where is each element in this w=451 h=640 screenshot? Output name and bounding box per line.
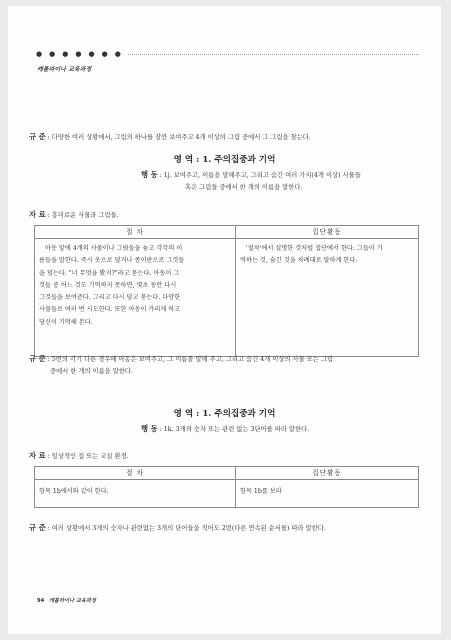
- behavior-label: 행 동: [141, 424, 158, 433]
- section1-behavior-line-1: 1j. 보여주고, 이름을 말해주고, 그리고 숨긴 여러 가지(4개 이상) 사물들: [163, 172, 361, 179]
- group-activity-line: '절차'에서 설명한 것처럼 집단에서 한다. 그들이 기: [246, 245, 383, 252]
- material-label: 자 료: [29, 451, 46, 460]
- procedure-text: 항목 1b에서와 같이 한다.: [39, 488, 109, 495]
- procedure-header: 절 차: [35, 226, 236, 239]
- section1-behavior: 행 동 : 1j. 보여주고, 이름을 말해주고, 그리고 숨긴 여러 가지(4개 이상) 사물들: [141, 170, 361, 179]
- footer-title: 캐롤라이나 교육과정: [49, 598, 96, 604]
- document-page: [8, 6, 441, 634]
- material-label: 자 료: [29, 210, 46, 219]
- page-footer: [37, 597, 96, 604]
- procedure-line: 름들을 말한다. 즉시 옷으로 덮거나 종이판으로 그것들: [39, 257, 185, 265]
- procedure-line: 사물들로 여러 번 시도한다. 또한 아동이 가리게 하고: [39, 306, 181, 314]
- section2-goal: 규 준 : 여러 상황에서 3개의 숫자나 관련없는 3개의 단어들을 적어도 2번(다른 연속된 순서를) 따라 말한다.: [29, 523, 326, 532]
- goal-label: 규 준: [29, 132, 46, 141]
- group-activity-cell: [236, 480, 419, 508]
- section1-activity-table: [34, 225, 419, 357]
- section2-activity-table: [34, 466, 419, 508]
- header-dots: ● ● ● ● ● ● ●: [36, 50, 124, 58]
- procedure-line: 을 덮는다. "너 무엇을 봤지?"라고 묻는다. 아동이 그: [39, 269, 180, 277]
- procedure-cell: [35, 480, 236, 508]
- top-goal-text: 다양한 여러 상황에서, 그림의 하나를 잠깐 보여주고 4개 이상의 그림 중에서 그 그림을 찾는다.: [51, 134, 311, 141]
- header-rule: [128, 54, 419, 55]
- procedure-line: 것들 중 어느 것도 기억하지 못하면, 몇초 동안 다시: [39, 281, 177, 289]
- section2-material-text: 일상적인 집 또는 교실 환경.: [51, 453, 129, 460]
- group-activity-header: 집단활동: [236, 226, 419, 239]
- section1-material: 자 료 : 흥미로운 사물과 그림들.: [29, 210, 119, 219]
- section1-goal-line-1: 5번의 각기 다른 경우에 아동은 보여주고, 그 이름을 말해 주고, 그리고 숨긴 4개 이상의 사물 또는 그림: [51, 356, 334, 363]
- header-title: 캐롤라이나 교육과정: [37, 66, 92, 73]
- section1-material-text: 흥미로운 사물과 그림들.: [51, 212, 119, 219]
- top-goal: 규 준 : 다양한 여러 상황에서, 그림의 하나를 잠깐 보여주고 4개 이상의 그림 중에서 그 그림을 찾는다.: [29, 132, 311, 141]
- group-activity-text: 항목 1b를 보라: [240, 488, 282, 495]
- behavior-label: 행 동: [141, 170, 158, 179]
- section2-behavior: 행 동 : 1k. 3개의 숫자 또는 관련 없는 3단어를 따라 말한다.: [141, 424, 310, 433]
- procedure-line: 당신이 기억해 본다.: [39, 318, 93, 326]
- section1-goal-line-2: 중에서 한 개의 이름을 말한다.: [50, 368, 134, 375]
- group-activity-line: 억하는 것, 숨긴 것을 차례대로 말하게 한다.: [240, 257, 358, 265]
- section1-goal: 규 준 : 5번의 각기 다른 경우에 아동은 보여주고, 그 이름을 말해 주고, 그리고 숨긴 4개 이상의 사물 또는 그림: [29, 354, 334, 363]
- procedure-line: 그것들을 보여준다. 그리고 다시 덮고 묻는다. 다양한: [39, 294, 181, 302]
- procedure-line: 아동 앞에 4개의 사물이나 그림들을 놓고 각각의 이: [45, 245, 183, 252]
- procedure-cell: [35, 239, 236, 357]
- procedure-header: 절 차: [35, 467, 236, 480]
- page-number: 94: [37, 598, 45, 604]
- group-activity-cell: [236, 239, 419, 357]
- group-activity-header: 집단활동: [236, 467, 419, 480]
- goal-label: 규 준: [29, 523, 46, 532]
- section2-material: 자 료 : 일상적인 집 또는 교실 환경.: [29, 451, 129, 460]
- section2-behavior-text: 1k. 3개의 숫자 또는 관련 없는 3단어를 따라 말한다.: [163, 426, 310, 433]
- section2-title: 영 역 : 1. 주의집중과 기억: [173, 409, 276, 419]
- section2-goal-text: 여러 상황에서 3개의 숫자나 관련없는 3개의 단어들을 적어도 2번(다른 연속된 순서를) 따라 말한다.: [51, 525, 326, 532]
- section1-title: 영 역 : 1. 주의집중과 기억: [173, 155, 276, 165]
- section1-behavior-line-2: 혹은 그림들 중에서 한 개의 이름을 말한다.: [185, 184, 303, 191]
- goal-label: 규 준: [29, 354, 46, 363]
